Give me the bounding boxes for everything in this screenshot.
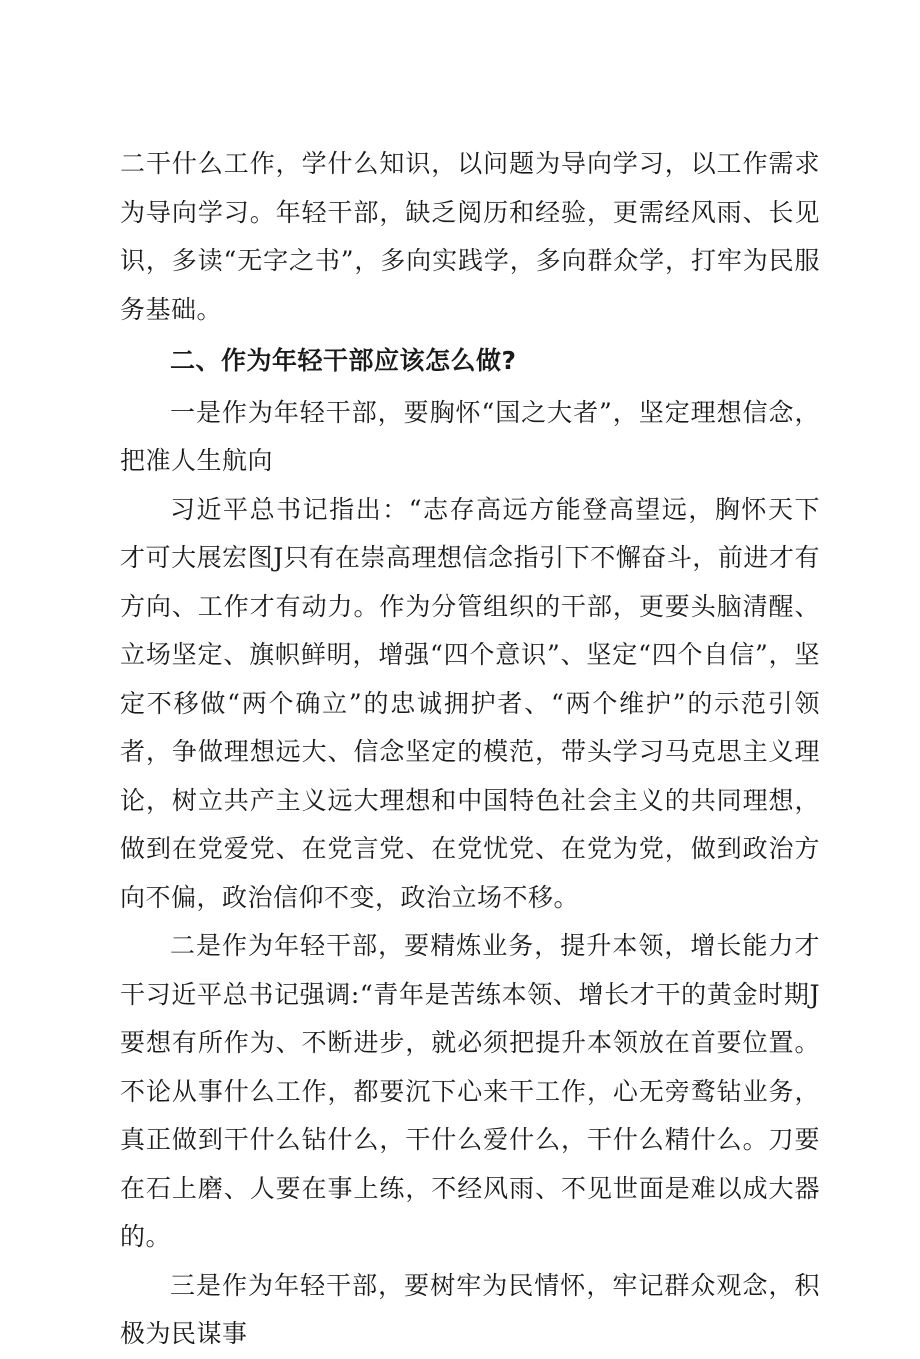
document-body: [120, 140, 820, 1359]
point-three-title: 三是作为年轻干部，要树牢为民情怀，牢记群众观念，积极为民谋事: [120, 1270, 820, 1348]
paragraph-continued: 二干什么工作，学什么知识，以问题为导向学习，以工作需求为导向学习。年轻干部，缺乏阅历和经验，更需经风雨、长见识，多读“无字之书”，多向实践学，多向群众学，打牢为民服务基础。: [120, 149, 820, 324]
section-heading: 二、作为年轻干部应该怎么做?: [170, 346, 517, 375]
point-two-body: 二是作为年轻干部，要精炼业务，提升本领，增长能力才干习近平总书记强调:“青年是苦练本领、增长才干的黄金时期J要想有所作为、不断进步，就必须把提升本领放在首要位置。不论从事什么工作，都要沉下心来干工作，心无旁鹜钻业务，真正做到干什么钻什么，干什么爱什么，干什么精什么。刀要在石上磨、人要在事上练，不经风雨、不见世面是难以成大器的。: [120, 931, 820, 1251]
point-one-title: 一是作为年轻干部，要胸怀“国之大者”，坚定理想信念，把准人生航向: [120, 397, 820, 475]
point-one-body: 习近平总书记指出：“志存高远方能登高望远，胸怀天下才可大展宏图J只有在崇高理想信念指引下不懈奋斗，前进才有方向、工作才有动力。作为分管组织的干部，更要头脑清醒、立场坚定、旗帜鲜明，增强“四个意识”、坚定“四个自信”，坚定不移做“两个确立”的忠诚拥护者、“两个维护”的示范引领者，争做理想远大、信念坚定的模范，带头学习马克思主义理论，树立共产主义远大理想和中国特色社会主义的共同理想，做到在党爱党、在党言党、在党忧党、在党为党，做到政治方向不偏，政治信仰不变，政治立场不移。: [120, 494, 820, 912]
